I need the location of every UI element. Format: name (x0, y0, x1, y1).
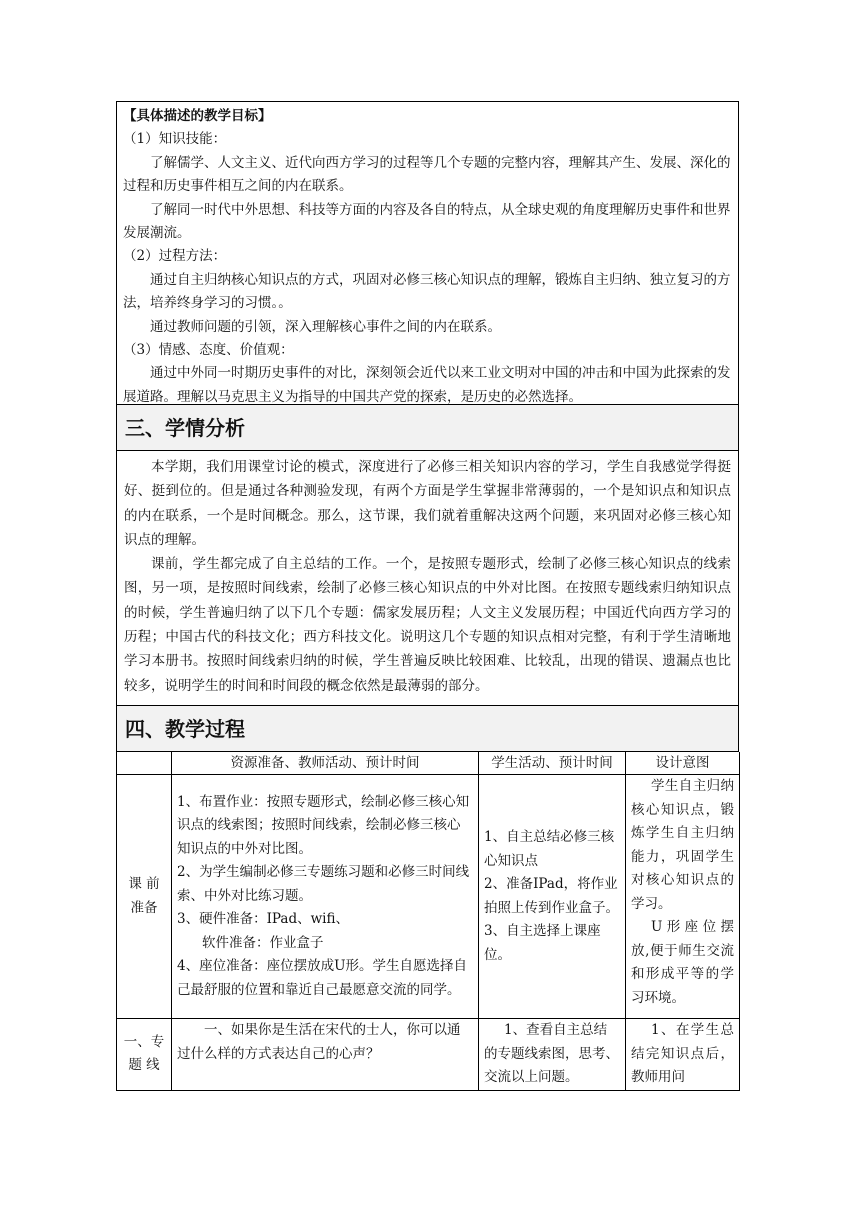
goals-title: 【具体描述的教学目标】 (123, 108, 272, 124)
stage-label-prep (117, 775, 172, 1019)
header-cell-stage (117, 752, 172, 775)
student-item-1: 1、自主总结必修三核心知识点 (484, 829, 615, 869)
emotion-paragraph-1: 通过中外同一时期历史事件的对比，深刻领会近代以来工业文明对中国的冲击和中国为此探索的发展道路。理解以马克思主义为指导的中国共产党的探索，是历史的必然选择。 (123, 365, 731, 405)
student-activity-cell (479, 775, 626, 1019)
analysis-paragraph-1: 本学期，我们用课堂讨论的模式，深度进行了必修三相关知识内容的学习，学生自我感觉学得挺好、挺到位的。但是通过各种测验发现，有两个方面是学生掌握非常薄弱的，一个是知识点和知识点的内在联系，一个是时间概念。那么，这节课，我们就着重解决这两个问题，来巩固对必修三核心知识点的理解。 (124, 459, 731, 548)
teacher-activity-cell (172, 1019, 479, 1091)
teacher-item-3: 3、硬件准备：IPad、wifi、 (177, 911, 349, 928)
student-item-3: 3、自主选择上课座位。 (484, 923, 601, 963)
intent-item-2: U形座位摆放,便于师生交流和形成平等的学习环境。 (631, 919, 734, 1006)
student-item-1: 1、查看自主总结的专题线索图，思考、交流以上问题。 (484, 1022, 619, 1085)
header-cell-teacher: 资源准备、教师活动、预计时间 (172, 752, 479, 775)
process-label: （2）过程方法： (123, 248, 227, 265)
teaching-process-table (116, 752, 740, 1091)
student-activity-cell (479, 1019, 626, 1091)
intent-item-1: 学生自主归纳核心知识点，锻炼学生自主归纳能力，巩固学生对核心知识点的学习。 (631, 778, 734, 912)
teacher-item-1: 1、布置作业：按照专题形式，绘制必修三核心知识点的线索图；按照时间线索，绘制必修三核心知识点的中外对比图。 (177, 793, 470, 857)
teacher-activity-cell (172, 775, 479, 1019)
teacher-item-5: 4、座位准备：座位摆放成U形。学生自愿选择自己最舒服的位置和靠近自己最愿意交流的同学。 (177, 958, 467, 998)
intent-item-1: 1、在学生总结完知识点后，教师用问 (631, 1022, 734, 1085)
header-cell-intent: 设计意图 (626, 752, 740, 775)
design-intent-cell (626, 775, 740, 1019)
process-paragraph-2: 通过教师问题的引领，深入理解核心事件之间的内在联系。 (150, 318, 501, 335)
teacher-item-4: 软件准备：作业盒子 (202, 934, 324, 951)
analysis-paragraph-2: 课前，学生都完成了自主总结的工作。一个，是按照专题形式，绘制了必修三核心知识点的线索图，另一项，是按照时间线索，绘制了必修三核心知识点的中外对比图。在按照专题线索归纳知识点的时候，学生普遍归纳了以下几个专题：儒家发展历程；人文主义发展历程；中国近代向西方学习的历程；中国古代的科技文化；西方科技文化。说明这几个专题的知识点相对完整，有利于学生清晰地学习本册书。按照时间线索归纳的时候，学生普遍反映比较困难、比较乱，出现的错误、遗漏点也比较多，说明学生的时间和时间段的概念依然是最薄弱的部分。 (124, 556, 731, 694)
knowledge-label: （1）知识技能： (123, 131, 227, 148)
teaching-goals-box (116, 101, 739, 405)
teacher-item-1: 一、如果你是生活在宋代的士人，你可以通过什么样的方式表达自己的心声？ (177, 1022, 461, 1062)
section-heading-analysis: 三、学情分析 (116, 405, 739, 451)
document-sheet (116, 101, 739, 1091)
section-heading-process: 四、教学过程 (116, 706, 739, 752)
table-row (117, 775, 740, 1019)
learner-analysis-box (116, 451, 739, 706)
emotion-label: （3）情感、态度、价值观： (123, 342, 294, 359)
stage-label-text: 课 前 准备 (128, 876, 160, 916)
student-item-2: 2、准备IPad，将作业拍照上传到作业盒子。 (484, 876, 619, 916)
design-intent-cell (626, 1019, 740, 1091)
teacher-item-2: 2、为学生编制必修三专题练习题和必修三时间线索、中外对比练习题。 (177, 864, 470, 904)
header-cell-student: 学生活动、预计时间 (479, 752, 626, 775)
table-header-row (117, 752, 740, 775)
table-row (117, 1019, 740, 1091)
knowledge-paragraph-1: 了解儒学、人文主义、近代向西方学习的过程等几个专题的完整内容，理解其产生、发展、深化的过程和历史事件相互之间的内在联系。 (123, 154, 731, 195)
stage-label-topic (117, 1019, 172, 1091)
process-paragraph-1: 通过自主归纳核心知识点的方式，巩固对必修三核心知识点的理解，锻炼自主归纳、独立复习的方法，培养终身学习的习惯。。 (123, 271, 731, 312)
knowledge-paragraph-2: 了解同一时代中外思想、科技等方面的内容及各自的特点，从全球史观的角度理解历史事件和世界发展潮流。 (123, 201, 731, 242)
stage-label-text: 一、专 题 线 (123, 1033, 165, 1074)
